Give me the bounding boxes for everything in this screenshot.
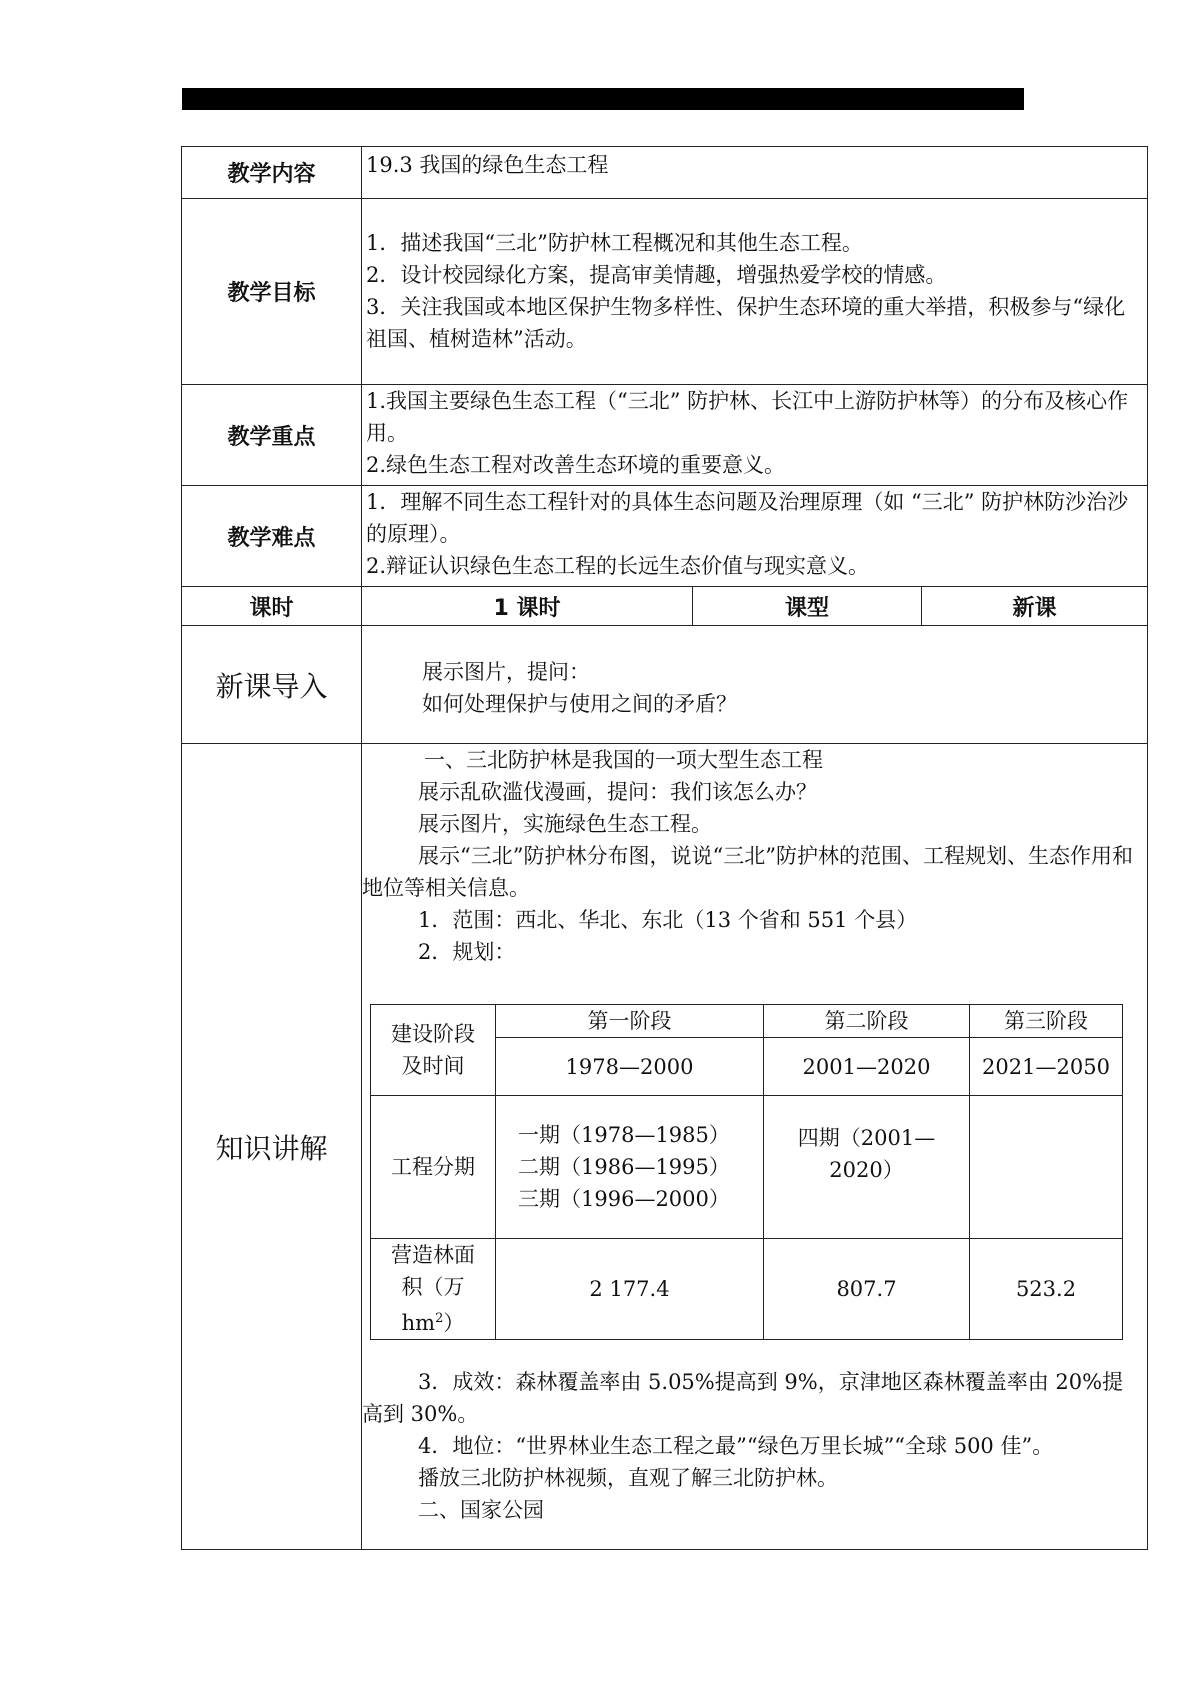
difficulty-item: 2.辩证认识绿色生态工程的长远生态价值与现实意义。 bbox=[366, 554, 870, 578]
plan-row-label-area bbox=[371, 1239, 496, 1340]
plan-period: 2021—2050 bbox=[970, 1038, 1123, 1096]
objective-item: 1．描述我国“三北”防护林工程概况和其他生态工程。 bbox=[366, 231, 863, 255]
knowledge-heading: 一、三北防护林是我国的一项大型生态工程 bbox=[424, 748, 823, 772]
intro-line: 如何处理保护与使用之间的矛盾？ bbox=[422, 692, 737, 716]
difficulties-content bbox=[362, 486, 1148, 587]
plan-stage-header: 第一阶段 bbox=[496, 1005, 764, 1038]
knowledge-line: 展示“三北”防护林分布图，说说“三北”防护林的范围、工程规划、生态作用和地位等相关信息。 bbox=[362, 844, 1133, 900]
hours-value: 1 课时 bbox=[362, 587, 693, 626]
phase-item: 一期（1978—1985） bbox=[518, 1123, 730, 1147]
difficulties-label: 教学难点 bbox=[182, 486, 362, 587]
difficulty-item: 1．理解不同生态工程针对的具体生态问题及治理原理（如 “三北” 防护林防沙治沙的原理）。 bbox=[366, 490, 1129, 546]
area-label-end: ） bbox=[443, 1311, 465, 1335]
plan-row-label-phase: 工程分期 bbox=[371, 1096, 496, 1239]
plan-phases-stage2: 四期（2001—2020） bbox=[764, 1096, 970, 1239]
header-bar bbox=[182, 88, 1024, 110]
content-label: 教学内容 bbox=[182, 147, 362, 199]
plan-area: 807.7 bbox=[764, 1239, 970, 1340]
type-value: 新课 bbox=[922, 587, 1148, 626]
area-label-main: 营造林面积（万 hm bbox=[391, 1243, 475, 1335]
plan-row-label-stage: 建设阶段及时间 bbox=[371, 1005, 496, 1096]
plan-period: 2001—2020 bbox=[764, 1038, 970, 1096]
plan-table bbox=[370, 1004, 1123, 1340]
knowledge-line: 2．规划： bbox=[418, 940, 516, 964]
key-point-item: 1.我国主要绿色生态工程（“三北” 防护林、长江中上游防护林等）的分布及核心作用。 bbox=[366, 389, 1129, 445]
plan-stage-header: 第二阶段 bbox=[764, 1005, 970, 1038]
plan-phases-stage3 bbox=[970, 1096, 1123, 1239]
key-points-content bbox=[362, 385, 1148, 486]
knowledge-line: 展示乱砍滥伐漫画，提问：我们该怎么办？ bbox=[418, 780, 817, 804]
phase-item: 三期（1996—2000） bbox=[518, 1187, 730, 1211]
intro-label: 新课导入 bbox=[182, 626, 362, 744]
content-value: 19.3 我国的绿色生态工程 bbox=[362, 147, 1148, 199]
knowledge-label: 知识讲解 bbox=[182, 744, 362, 1550]
objectives-content bbox=[362, 199, 1148, 385]
knowledge-line: 展示图片，实施绿色生态工程。 bbox=[418, 812, 712, 836]
objective-item: 3．关注我国或本地区保护生物多样性、保护生态环境的重大举措，积极参与“绿化祖国、植树造林”活动。 bbox=[366, 295, 1126, 351]
type-label: 课型 bbox=[693, 587, 922, 626]
objective-item: 2．设计校园绿化方案，提高审美情趣，增强热爱学校的情感。 bbox=[366, 263, 947, 287]
key-point-item: 2.绿色生态工程对改善生态环境的重要意义。 bbox=[366, 453, 786, 477]
knowledge-line: 1．范围：西北、华北、东北（13 个省和 551 个县） bbox=[418, 908, 918, 932]
lesson-plan-table bbox=[181, 146, 1148, 1550]
area-label-sup: 2 bbox=[435, 1311, 444, 1326]
phase-item: 二期（1986—1995） bbox=[518, 1155, 730, 1179]
objectives-label: 教学目标 bbox=[182, 199, 362, 385]
plan-area: 2 177.4 bbox=[496, 1239, 764, 1340]
knowledge-content bbox=[362, 744, 1148, 1550]
knowledge-line: 3．成效：森林覆盖率由 5.05%提高到 9%，京津地区森林覆盖率由 20%提高到 30%。 bbox=[362, 1370, 1124, 1426]
intro-content bbox=[362, 626, 1148, 744]
knowledge-line: 播放三北防护林视频，直观了解三北防护林。 bbox=[418, 1466, 838, 1490]
plan-stage-header: 第三阶段 bbox=[970, 1005, 1123, 1038]
key-points-label: 教学重点 bbox=[182, 385, 362, 486]
plan-area: 523.2 bbox=[970, 1239, 1123, 1340]
knowledge-line: 4．地位：“世界林业生态工程之最”“绿色万里长城”“全球 500 佳”。 bbox=[418, 1434, 1054, 1458]
knowledge-heading: 二、国家公园 bbox=[418, 1498, 544, 1522]
plan-phases-stage1 bbox=[496, 1096, 764, 1239]
plan-period: 1978—2000 bbox=[496, 1038, 764, 1096]
intro-line: 展示图片，提问： bbox=[422, 660, 590, 684]
hours-label: 课时 bbox=[182, 587, 362, 626]
